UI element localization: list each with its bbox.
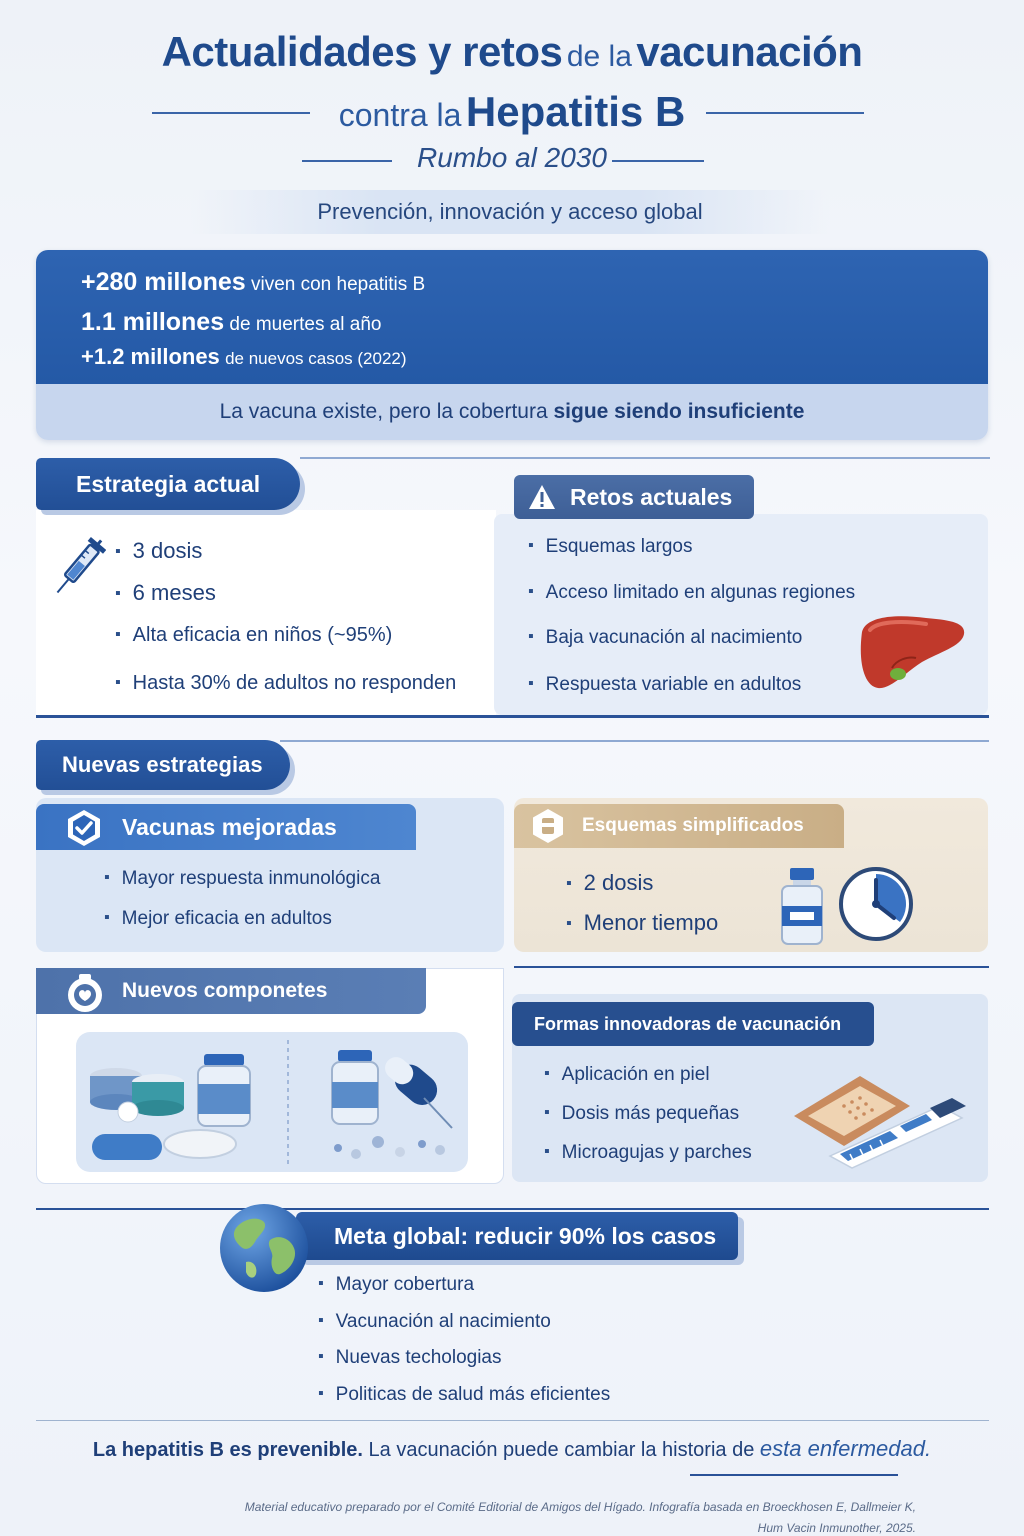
microneedle-patch-icon: [790, 1060, 970, 1172]
estrategia-actual-tab: [36, 458, 300, 510]
section-divider: [280, 740, 989, 742]
esquemas-card-header: [514, 804, 844, 848]
meta-global-list: [318, 1274, 648, 1414]
list-item: ▪ Mayor respuesta inmunológica: [104, 868, 380, 890]
subtitle: Prevención, innovación y acceso global: [190, 190, 830, 234]
title-part3: vacunación: [636, 28, 863, 75]
formas-list: [544, 1064, 794, 1174]
list-item: ▪ Vacunación al nacimiento: [318, 1311, 551, 1333]
coverage-note: [36, 384, 988, 440]
title-part4: contra la: [338, 97, 462, 133]
shield-check-icon: [64, 808, 104, 848]
list-item: ▪ Acceso limitado en algunas regiones: [528, 582, 855, 604]
retos-actuales-tab: [514, 475, 754, 519]
estrategia-list: [115, 538, 495, 708]
credit-line-1: Material educativo preparado por el Comité Editorial de Amigos del Hígado. Infografía basada en Broeckhosen E, Dallmeier K,: [244, 1500, 916, 1514]
list-item: ▪ Nuevas techologias: [318, 1347, 502, 1369]
list-item: ▪ Esquemas largos: [528, 536, 692, 558]
list-item: ▪ Aplicación en piel: [544, 1064, 710, 1086]
stat-value: +280 millones: [81, 268, 246, 296]
list-item: ▪ Mejor eficacia en adultos: [104, 908, 332, 930]
stat-text: viven con hepatitis B: [250, 274, 426, 295]
componentes-card-header: [36, 968, 426, 1014]
list-item: ▪ Mayor cobertura: [318, 1274, 474, 1296]
title-part1: Actualidades y retos: [161, 28, 563, 75]
retos-actuales-title: Retos actuales: [570, 484, 733, 510]
syringe-icon: [50, 532, 106, 604]
warning-icon: [528, 484, 556, 510]
title-part2: de la: [566, 40, 632, 73]
liver-icon: [856, 612, 968, 692]
tagline: Rumbo al 2030: [417, 142, 607, 173]
meta-global-tab: [296, 1212, 738, 1260]
list-item: ▪ Menor tiempo: [566, 910, 718, 936]
footer-underline: [690, 1474, 898, 1476]
footer-bold: La hepatitis B es prevenible.: [92, 1439, 363, 1461]
list-item: ▪ Politicas de salud más eficientes: [318, 1384, 610, 1406]
stat-text: de muertes al año: [229, 314, 382, 335]
list-item: ▪ 6 meses: [115, 580, 216, 606]
adjuvant-icon: [64, 972, 106, 1014]
componentes-card-title: Nuevos componetes: [122, 979, 328, 1002]
nuevas-estrategias-title: Nuevas estrategias: [62, 752, 263, 777]
coverage-note-bold: sigue siendo insuficiente: [553, 400, 805, 423]
list-item: ▪ Respuesta variable en adultos: [528, 674, 801, 696]
section-divider: [514, 966, 989, 968]
title-part5: Hepatitis B: [465, 88, 686, 135]
stat-value: +1.2 millones: [81, 344, 220, 369]
esquemas-list: [566, 870, 766, 940]
list-item: ▪ Hasta 30% de adultos no responden: [115, 672, 456, 695]
stat-new-cases: [81, 344, 407, 370]
formas-card-title: Formas innovadoras de vacunación: [534, 1014, 842, 1034]
vial-box-icon: [530, 808, 566, 844]
vacunas-card-title: Vacunas mejoradas: [122, 814, 337, 840]
stats-panel: [36, 250, 988, 384]
list-item: ▪ Alta eficacia en niños (~95%): [115, 624, 392, 647]
meta-global-title: Meta global: reducir 90% los casos: [334, 1223, 717, 1249]
page-title-line1: [0, 28, 1024, 76]
section-divider: [36, 1208, 989, 1210]
pills-vials-icon: [76, 1032, 468, 1172]
estrategia-actual-title: Estrategia actual: [76, 471, 261, 497]
stat-deaths: [81, 308, 382, 337]
coverage-note-plain: La vacuna existe, pero la cobertura: [219, 400, 548, 423]
footer-divider: [36, 1420, 989, 1421]
nuevas-estrategias-tab: [36, 740, 290, 790]
stat-value: 1.1 millones: [81, 308, 225, 336]
page-title-line2: [0, 88, 1024, 136]
vial-icon: [776, 866, 828, 946]
footer-italic: esta enfermedad.: [759, 1436, 932, 1461]
list-item: ▪ Microagujas y parches: [544, 1142, 752, 1164]
footer-message: [0, 1436, 1024, 1462]
stat-text: de nuevos casos (2022): [225, 349, 407, 368]
esquemas-card-title: Esquemas simplificados: [582, 815, 804, 836]
retos-list: [528, 536, 868, 706]
footer-plain: La vacunación puede cambiar la historia de: [368, 1439, 755, 1461]
list-item: ▪ 3 dosis: [115, 538, 202, 564]
vacunas-list: [104, 868, 484, 938]
section-divider: [300, 457, 990, 459]
list-item: ▪ Dosis más pequeñas: [544, 1103, 739, 1125]
list-item: ▪ Baja vacunación al nacimiento: [528, 627, 802, 649]
section-divider: [36, 715, 989, 718]
clock-icon: [838, 866, 914, 942]
componentes-illustration: [76, 1032, 468, 1172]
stats-box: [36, 250, 988, 440]
vacunas-card-header: [36, 804, 416, 850]
formas-card-header: [512, 1002, 874, 1046]
list-item: ▪ 2 dosis: [566, 870, 653, 896]
credit-line-2: Hum Vacin Inmunother, 2025.: [757, 1521, 916, 1535]
globe-icon: [216, 1200, 312, 1296]
stat-carriers: [81, 268, 425, 297]
